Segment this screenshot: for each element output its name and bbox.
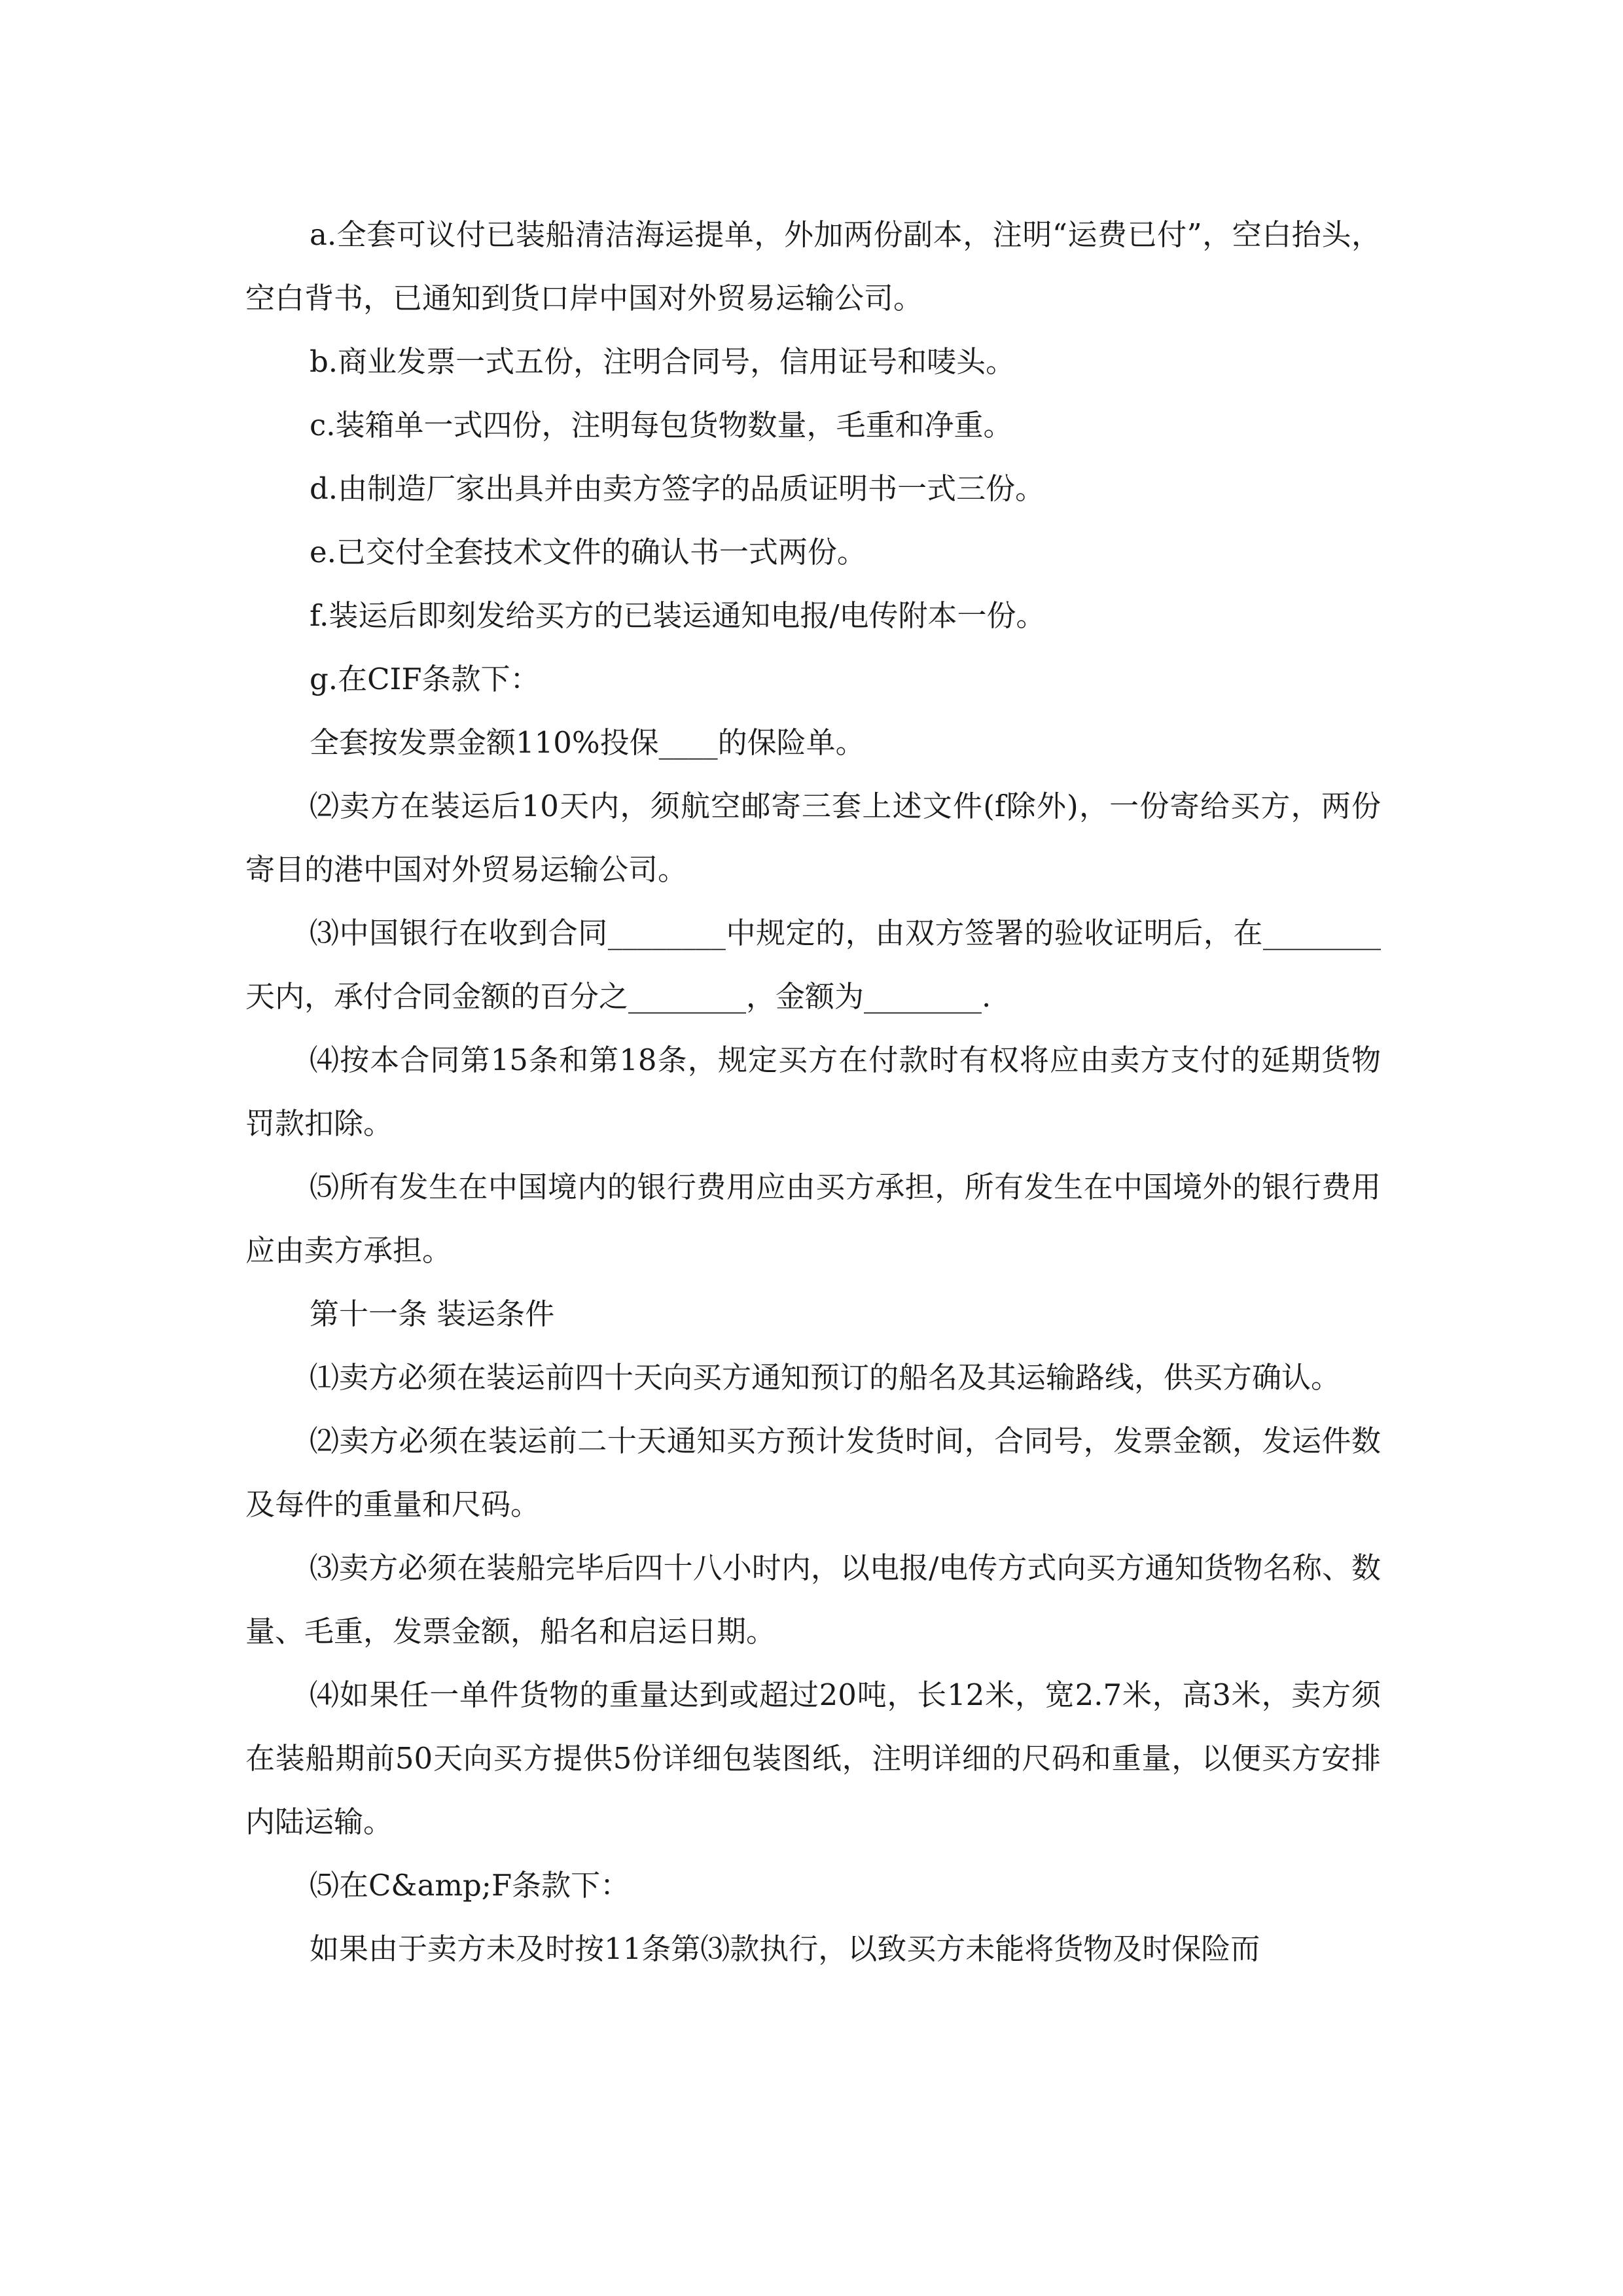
paragraph-shipping-2: ⑵卖方必须在装运前二十天通知买方预计发货时间，合同号，发票金额，发运件数及每件的重量和尺码。	[245, 1424, 1381, 1522]
paragraph-5-bank-charges: ⑸所有发生在中国境内的银行费用应由买方承担，所有发生在中国境外的银行费用应由卖方承担。	[245, 1170, 1381, 1268]
paragraph-a-bill-of-lading: a.全套可议付已装船清洁海运提单，外加两份副本，注明“运费已付”，空白抬头，空白背书，已通知到货口岸中国对外贸易运输公司。	[245, 217, 1381, 315]
paragraph-f-shipping-notice: f.装运后即刻发给买方的已装运通知电报/电传附本一份。	[310, 598, 1046, 633]
paragraph-shipping-5-continued: 如果由于卖方未及时按11条第⑶款执行，以致买方未能将货物及时保险而	[310, 1931, 1260, 1966]
paragraph-4-penalty-deduction: ⑷按本合同第15条和第18条，规定买方在付款时有权将应由卖方支付的延期货物罚款扣除。	[245, 1043, 1381, 1141]
paragraph-shipping-1: ⑴卖方必须在装运前四十天向买方通知预订的船名及其运输路线，供买方确认。	[310, 1360, 1341, 1395]
section-heading-article-11: 第十一条 装运条件	[310, 1297, 555, 1331]
document-body	[245, 203, 1381, 1981]
paragraph-2-airmail-documents: ⑵卖方在装运后10天内，须航空邮寄三套上述文件(f除外)，一份寄给买方，两份寄目的港中国对外贸易运输公司。	[245, 789, 1381, 887]
paragraph-shipping-5: ⑸在C&amp;F条款下：	[310, 1868, 630, 1903]
paragraph-d-quality-certificate: d.由制造厂家出具并由卖方签字的品质证明书一式三份。	[310, 471, 1045, 506]
paragraph-c-packing-list: c.装箱单一式四份，注明每包货物数量，毛重和净重。	[310, 408, 1013, 442]
paragraph-b-commercial-invoice: b.商业发票一式五份，注明合同号，信用证号和唛头。	[310, 344, 1016, 379]
paragraph-shipping-3: ⑶卖方必须在装船完毕后四十八小时内，以电报/电传方式向买方通知货物名称、数量、毛重，发票金额，船名和启运日期。	[245, 1551, 1381, 1649]
paragraph-3-bank-payment: ⑶中国银行在收到合同________中规定的，由双方签署的验收证明后，在________天内，承付合同金额的百分之________，金额为________.	[245, 916, 1381, 1014]
paragraph-e-confirmation: e.已交付全套技术文件的确认书一式两份。	[310, 535, 866, 569]
paragraph-insurance-policy: 全套按发票金额110%投保____的保险单。	[310, 725, 865, 760]
paragraph-g-cif-terms: g.在CIF条款下：	[310, 662, 540, 696]
paragraph-shipping-4: ⑷如果任一单件货物的重量达到或超过20吨，长12米，宽2.7米，高3米，卖方须在装船期前50天向买方提供5份详细包装图纸，注明详细的尺码和重量，以便买方安排内陆运输。	[245, 1677, 1381, 1839]
